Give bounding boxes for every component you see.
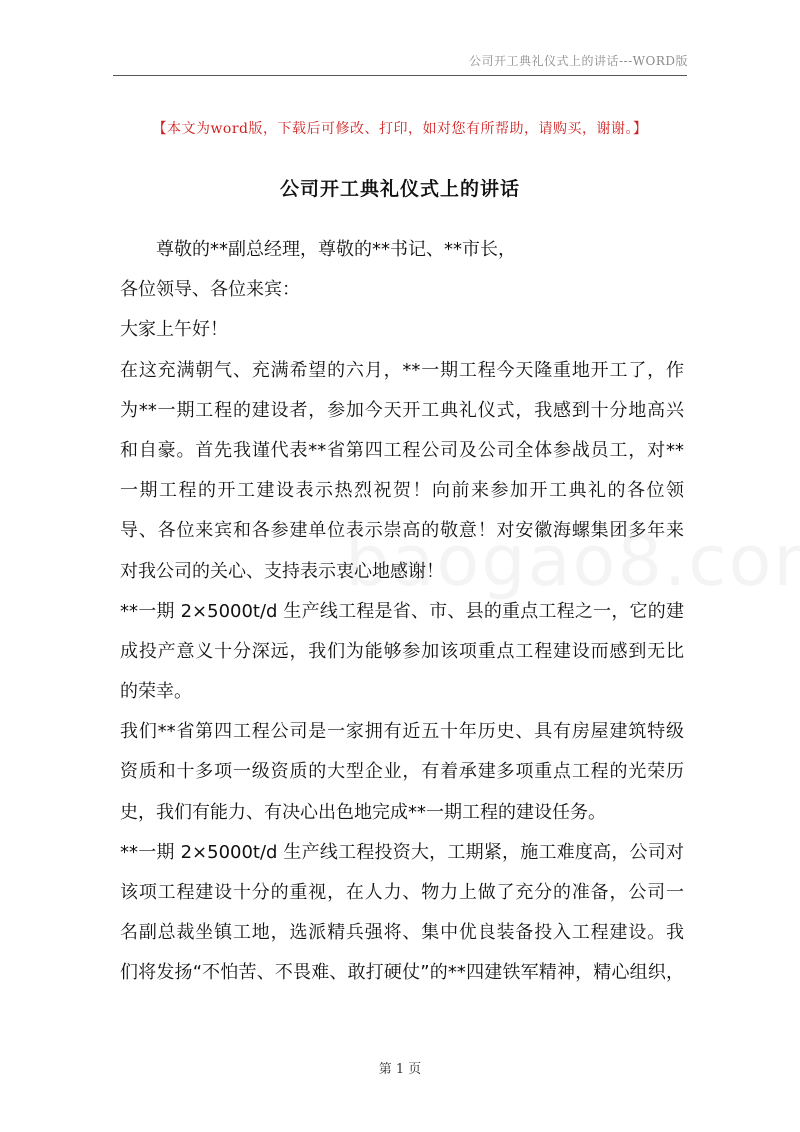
paragraph-line: 史，我们有能力、有决心出色地完成**一期工程的建设任务。 (120, 801, 606, 823)
paragraph-line: 该项工程建设十分的重视，在人力、物力上做了充分的准备，公司一 (120, 882, 684, 903)
paragraph-line: 的荣幸。 (120, 681, 192, 703)
page-number: 第 1 页 (378, 1062, 422, 1077)
paragraph-line: 导、各位来宾和各参建单位表示崇高的敬意！对安徽海螺集团多年来 (120, 520, 684, 542)
paragraph-line: 对我公司的关心、支持表示衷心地感谢！ (120, 560, 444, 582)
paragraph-line: 成投产意义十分深远，我们为能够参加该项重点工程建设而感到无比 (120, 640, 684, 662)
paragraph-line: **一期 2×5000t/d 生产线工程投资大，工期紧，施工难度高，公司对 (120, 841, 684, 863)
document-title: 公司开工典礼仪式上的讲话 (279, 178, 520, 200)
paragraph-line: 和自豪。首先我谨代表**省第四工程公司及公司全体参战员工，对** (120, 439, 684, 461)
salutation-line: 各位领导、各位来宾： (120, 279, 300, 301)
paragraph-line: 们将发扬“不怕苦、不畏难、敢打硬仗”的**四建铁军精神，精心组织， (120, 962, 684, 984)
salutation-line: 尊敬的**副总经理，尊敬的**书记、**市长， (156, 239, 516, 260)
running-header: 公司开工典礼仪式上的讲话---WORD版 (469, 54, 688, 68)
paragraph-line: 名副总裁坐镇工地，选派精兵强将、集中优良装备投入工程建设。我 (120, 922, 684, 944)
paragraph-line: 一期工程的开工建设表示热烈祝贺！向前来参加开工典礼的各位领 (120, 480, 684, 502)
header-divider (113, 75, 687, 76)
paragraph-line: 资质和十多项一级资质的大型企业，有着承建多项重点工程的光荣历 (120, 761, 684, 783)
paragraph-line: **一期 2×5000t/d 生产线工程是省、市、县的重点工程之一，它的建 (120, 600, 684, 622)
greeting-line: 大家上午好！ (120, 319, 228, 341)
document-body (120, 230, 684, 994)
paragraph-line: 我们**省第四工程公司是一家拥有近五十年历史、具有房屋建筑特级 (120, 721, 684, 743)
paragraph-line: 在这充满朝气、充满希望的六月，**一期工程今天隆重地开工了，作 (120, 359, 684, 381)
download-notice: 【本文为word版，下载后可修改、打印，如对您有所帮助，请购买，谢谢。】 (152, 121, 648, 137)
paragraph-line: 为**一期工程的建设者，参加今天开工典礼仪式，我感到十分地高兴 (120, 399, 684, 421)
